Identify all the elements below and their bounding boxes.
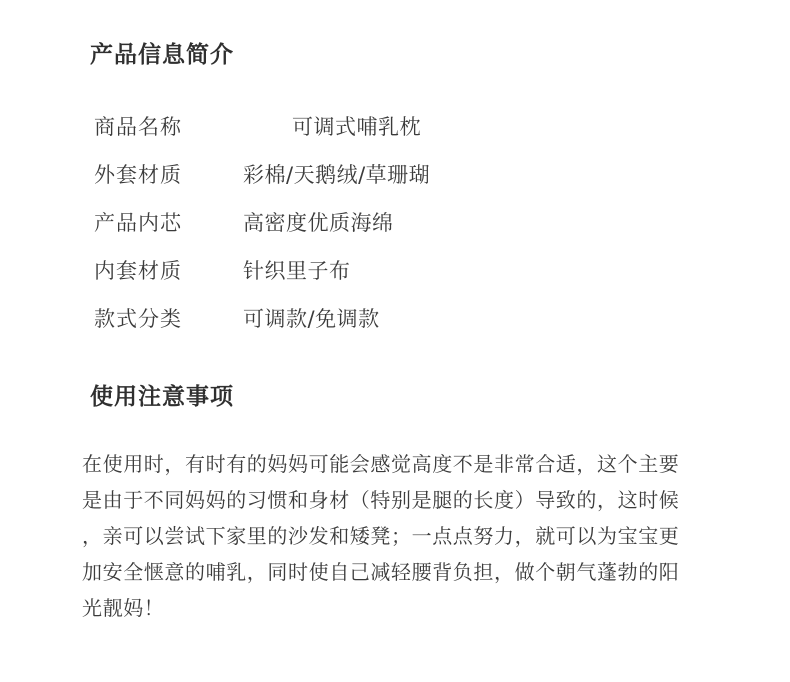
spec-label: 款式分类: [94, 307, 182, 331]
spec-label: 外套材质: [94, 163, 182, 187]
spec-value: 可调款/免调款: [243, 307, 380, 331]
section-title-product-info: 产品信息简介: [90, 42, 234, 68]
spec-value: 可调式哺乳枕: [292, 115, 421, 139]
section-title-usage-notes: 使用注意事项: [90, 384, 234, 410]
spec-value: 针织里子布: [243, 259, 351, 283]
spec-label: 商品名称: [94, 115, 182, 139]
paragraph-line: 光靓妈！: [82, 596, 165, 620]
usage-notes-paragraph: [82, 446, 732, 626]
spec-value: 高密度优质海绵: [243, 211, 394, 235]
paragraph-line: 在使用时，有时有的妈妈可能会感觉高度不是非常合适，这个主要: [82, 452, 680, 476]
paragraph-line: ，亲可以尝试下家里的沙发和矮凳；一点点努力，就可以为宝宝更: [82, 524, 680, 548]
spec-value: 彩棉/天鹅绒/草珊瑚: [243, 163, 431, 187]
spec-label: 内套材质: [94, 259, 182, 283]
paragraph-line: 是由于不同妈妈的习惯和身材（特别是腿的长度）导致的，这时候: [82, 488, 680, 512]
spec-label: 产品内芯: [94, 211, 182, 235]
paragraph-line: 加安全惬意的哺乳，同时使自己减轻腰背负担，做个朝气蓬勃的阳: [82, 560, 680, 584]
